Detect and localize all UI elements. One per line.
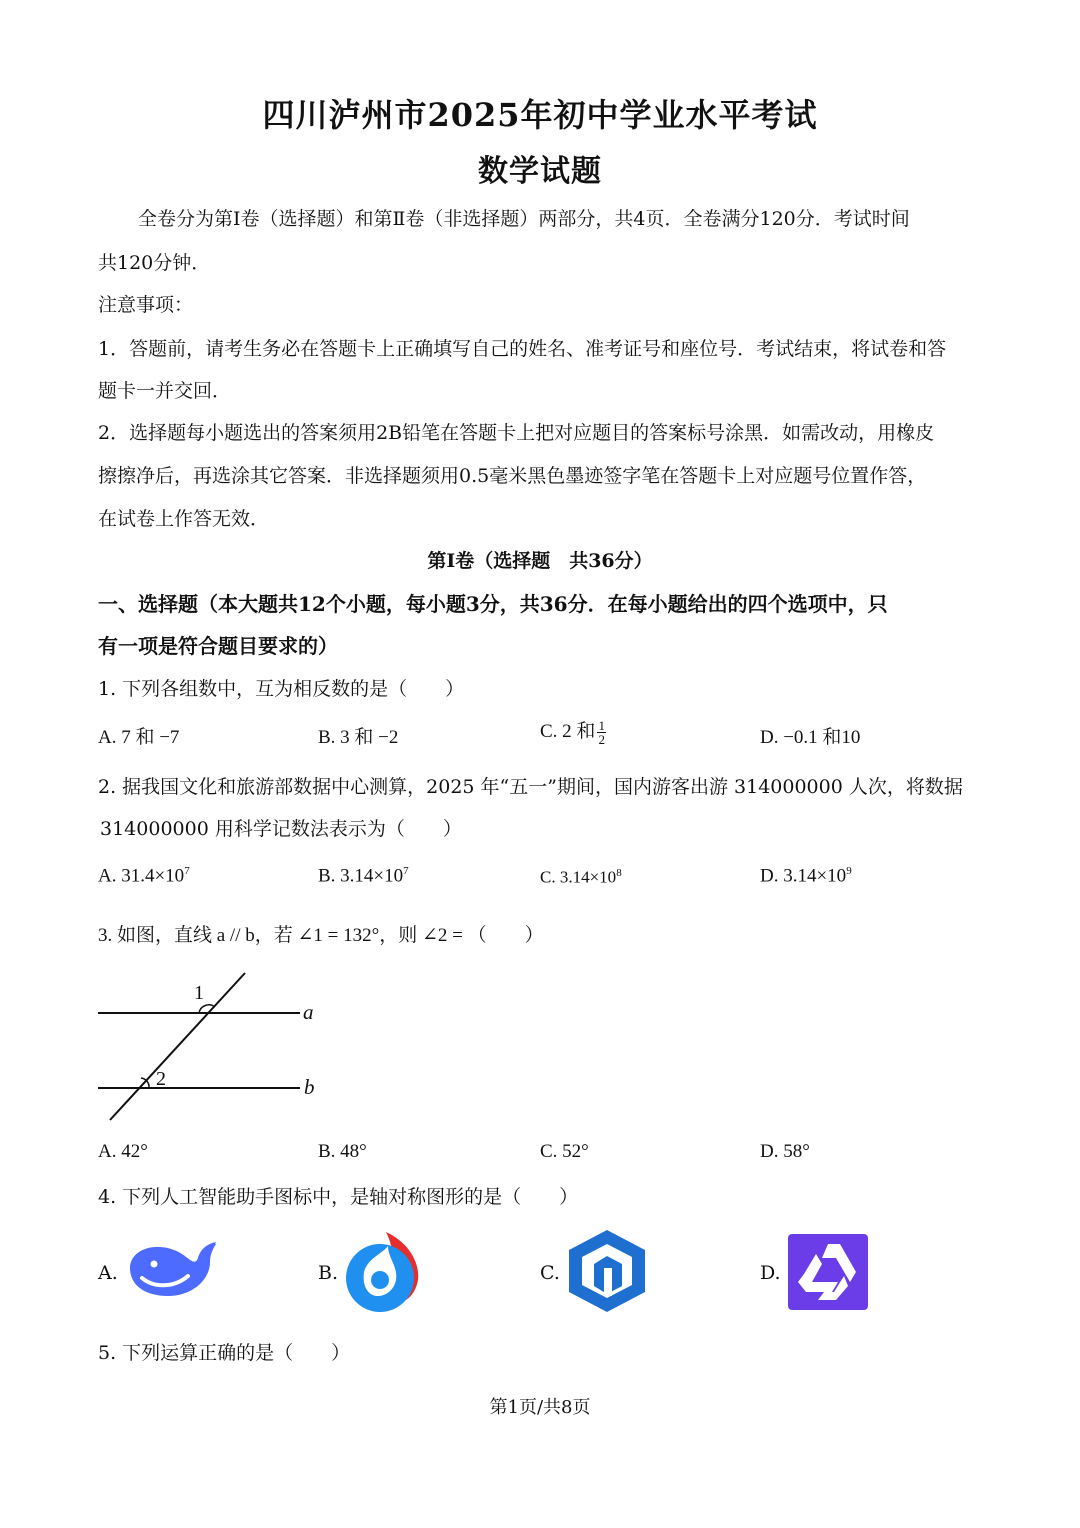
notes-heading: 注意事项： bbox=[98, 294, 194, 316]
q5-stem: 5. 下列运算正确的是（ ） bbox=[98, 1342, 351, 1364]
q4-option-a-label: A. bbox=[98, 1262, 118, 1284]
q2-stem-line-1: 2. 据我国文化和旅游部数据中心测算，2025 年“五一”期间，国内游客出游 314000000 人次，将数据 bbox=[98, 776, 963, 798]
whale-logo-icon bbox=[124, 1238, 220, 1302]
q2-option-a-exponent: 7 bbox=[184, 865, 190, 877]
line-a-label: a bbox=[303, 1000, 314, 1024]
angle-2-label: 2 bbox=[156, 1068, 166, 1090]
q1-option-d: D. −0.1 和10 bbox=[760, 727, 861, 748]
section-title: 第Ⅰ卷（选择题 共36分） bbox=[427, 550, 653, 572]
exam-subtitle: 数学试题 bbox=[478, 154, 602, 189]
page-footer: 第1页/共8页 bbox=[489, 1397, 591, 1418]
q4-option-b-label: B. bbox=[318, 1262, 339, 1284]
note-2-line-3: 在试卷上作答无效． bbox=[98, 508, 270, 530]
q3-option-a: A. 42° bbox=[98, 1141, 148, 1162]
q2-option-b-exponent: 7 bbox=[403, 865, 409, 877]
cube-logo-icon bbox=[566, 1228, 648, 1314]
q3-parallel-lines-figure bbox=[95, 965, 335, 1125]
q1-option-c bbox=[540, 716, 606, 746]
note-2-line-2: 擦擦净后，再选涂其它答案．非选择题须用0.5毫米黑色墨迹签字笔在答题卡上对应题号位置作答， bbox=[98, 465, 927, 487]
qwen-logo-icon bbox=[788, 1234, 868, 1310]
line-b-label: b bbox=[304, 1075, 315, 1099]
part-instructions-line-1: 一、选择题（本大题共12个小题，每小题3分，共36分．在每小题给出的四个选项中，只 bbox=[98, 592, 888, 616]
q3-option-b: B. 48° bbox=[318, 1141, 367, 1162]
q3-stem: 3. 如图，直线 a // b，若 ∠1 = 132°，则 ∠2 = （ ） bbox=[98, 925, 544, 946]
q3-option-c: C. 52° bbox=[540, 1141, 589, 1162]
transversal-line bbox=[110, 973, 245, 1120]
q2-option-a bbox=[98, 865, 190, 887]
q2-stem-line-2: 314000000 用科学记数法表示为（ ） bbox=[100, 818, 462, 840]
angle-1-label: 1 bbox=[194, 982, 204, 1004]
flame-logo-icon bbox=[342, 1228, 424, 1316]
intro-line-1: 全卷分为第Ⅰ卷（选择题）和第Ⅱ卷（非选择题）两部分，共4页．全卷满分120分．考试时间 bbox=[138, 208, 910, 230]
q1-option-c-numerator: 1 bbox=[598, 718, 605, 734]
q4-option-d-label: D. bbox=[760, 1262, 781, 1284]
intro-line-2: 共120分钟． bbox=[98, 252, 211, 274]
q2-option-d-exponent: 9 bbox=[846, 865, 852, 877]
q1-option-b: B. 3 和 −2 bbox=[318, 727, 399, 748]
q1-option-c-denominator: 2 bbox=[598, 732, 605, 748]
exam-title: 四川泸州市2025年初中学业水平考试 bbox=[262, 96, 818, 134]
q2-option-a-base: A. 31.4×10 bbox=[98, 865, 185, 887]
q3-option-d: D. 58° bbox=[760, 1141, 810, 1162]
q2-option-c-base: C. 3.14×10 bbox=[540, 867, 617, 887]
q2-option-d bbox=[760, 865, 852, 887]
q4-option-c-label: C. bbox=[540, 1262, 560, 1284]
q4-stem: 4. 下列人工智能助手图标中，是轴对称图形的是（ ） bbox=[98, 1186, 579, 1208]
q1-stem: 1. 下列各组数中，互为相反数的是（ ） bbox=[98, 678, 465, 700]
q1-option-c-prefix: C. 2 和 bbox=[540, 721, 596, 742]
q1-option-c-fraction bbox=[597, 719, 606, 746]
q2-option-d-base: D. 3.14×10 bbox=[760, 865, 847, 887]
note-1-line-1: 1．答题前，请考生务必在答题卡上正确填写自己的姓名、准考证号和座位号．考试结束，将试卷和答 bbox=[98, 338, 947, 360]
note-1-line-2: 题卡一并交回． bbox=[98, 380, 232, 402]
q1-option-a: A. 7 和 −7 bbox=[98, 727, 180, 748]
part-instructions-line-2: 有一项是符合题目要求的） bbox=[98, 634, 338, 658]
q2-option-b-base: B. 3.14×10 bbox=[318, 865, 404, 887]
q2-option-b bbox=[318, 865, 409, 887]
q2-option-c bbox=[540, 867, 622, 888]
q2-option-c-exponent: 8 bbox=[616, 867, 622, 879]
note-2-line-1: 2．选择题每小题选出的答案须用2B铅笔在答题卡上把对应题目的答案标号涂黑．如需改动，用橡皮 bbox=[98, 422, 935, 444]
